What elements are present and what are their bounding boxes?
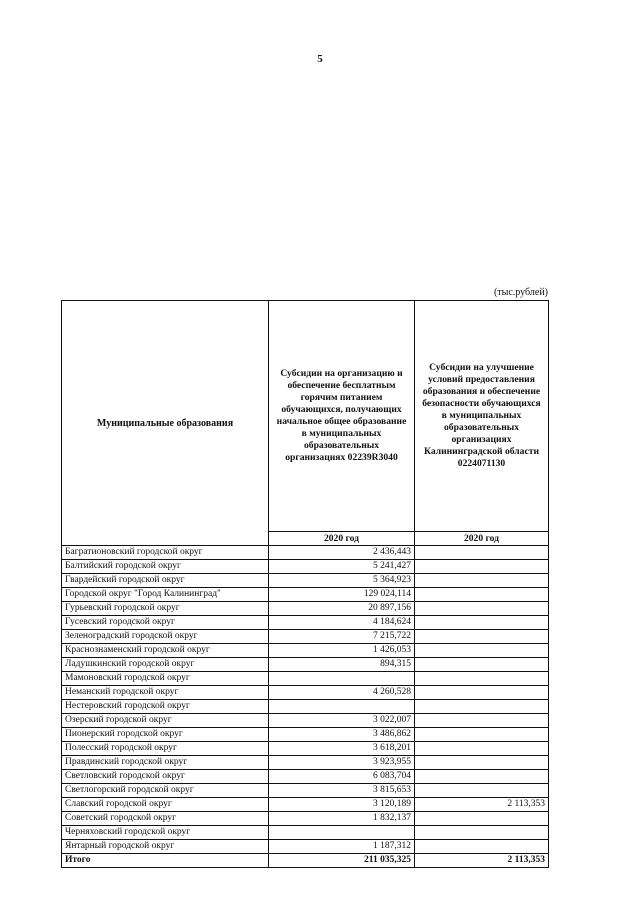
page-number: 5 (317, 53, 323, 65)
value-safety (415, 742, 549, 756)
value-meals: 1 426,053 (269, 644, 415, 658)
value-safety (415, 840, 549, 854)
table-row (62, 546, 549, 560)
municipality-name: Зеленоградский городской округ (62, 630, 269, 644)
value-meals (269, 672, 415, 686)
table-body (62, 546, 549, 854)
header-year-2: 2020 год (415, 532, 549, 546)
total-value-2: 2 113,353 (415, 854, 549, 868)
header-subsidy-safety: Субсидии на улучшение условий предоставления образования и обеспечение безопасности обучающихся в муниципальных образовательных организациях Калининградской области 0224071130 (415, 301, 549, 532)
value-safety (415, 588, 549, 602)
value-safety (415, 728, 549, 742)
value-safety (415, 546, 549, 560)
value-meals: 2 436,443 (269, 546, 415, 560)
table-row (62, 658, 549, 672)
table-row (62, 672, 549, 686)
table-row (62, 616, 549, 630)
value-meals: 3 815,653 (269, 784, 415, 798)
table-row (62, 630, 549, 644)
table-row (62, 784, 549, 798)
table-row (62, 714, 549, 728)
value-safety (415, 644, 549, 658)
municipality-name: Ладушкинский городской округ (62, 658, 269, 672)
municipality-name: Полесский городской округ (62, 742, 269, 756)
table-row (62, 742, 549, 756)
table-row (62, 826, 549, 840)
table-row (62, 812, 549, 826)
value-meals: 894,315 (269, 658, 415, 672)
table-row (62, 574, 549, 588)
table-row (62, 700, 549, 714)
value-meals: 4 184,624 (269, 616, 415, 630)
header-municipalities: Муниципальные образования (62, 301, 269, 546)
municipality-name: Черняховский городской округ (62, 826, 269, 840)
table-row (62, 644, 549, 658)
table-row (62, 588, 549, 602)
value-safety (415, 630, 549, 644)
table-row (62, 798, 549, 812)
municipality-name: Гурьевский городской округ (62, 602, 269, 616)
value-safety (415, 560, 549, 574)
table-row (62, 728, 549, 742)
value-safety: 2 113,353 (415, 798, 549, 812)
value-meals: 3 618,201 (269, 742, 415, 756)
value-safety (415, 672, 549, 686)
table-row (62, 770, 549, 784)
total-label: Итого (62, 854, 269, 868)
municipality-name: Городской округ "Город Калининград" (62, 588, 269, 602)
table-row (62, 686, 549, 700)
total-row (62, 854, 549, 868)
value-meals: 3 486,862 (269, 728, 415, 742)
municipality-name: Правдинский городской округ (62, 756, 269, 770)
value-meals: 5 241,427 (269, 560, 415, 574)
value-meals: 3 022,007 (269, 714, 415, 728)
municipality-name: Балтийский городской округ (62, 560, 269, 574)
municipality-name: Светловский городской округ (62, 770, 269, 784)
value-safety (415, 686, 549, 700)
value-meals: 6 083,704 (269, 770, 415, 784)
municipality-name: Гусевский городской округ (62, 616, 269, 630)
municipality-name: Янтарный городской округ (62, 840, 269, 854)
value-meals (269, 826, 415, 840)
value-meals: 3 120,189 (269, 798, 415, 812)
value-safety (415, 770, 549, 784)
table-row (62, 756, 549, 770)
municipality-name: Озерский городской округ (62, 714, 269, 728)
value-meals: 3 923,955 (269, 756, 415, 770)
value-safety (415, 714, 549, 728)
total-value-1: 211 035,325 (269, 854, 415, 868)
table-row (62, 560, 549, 574)
municipality-name: Советский городской округ (62, 812, 269, 826)
value-safety (415, 826, 549, 840)
value-meals: 20 897,156 (269, 602, 415, 616)
municipality-name: Гвардейский городской округ (62, 574, 269, 588)
header-year-1: 2020 год (269, 532, 415, 546)
header-subsidy-meals: Субсидии на организацию и обеспечение бесплатным горячим питанием обучающихся, получающих начальное общее образование в муниципальных образовательных организациях 02239R3040 (269, 301, 415, 532)
value-safety (415, 602, 549, 616)
value-safety (415, 658, 549, 672)
municipality-name: Мамоновский городской округ (62, 672, 269, 686)
municipality-name: Неманский городской округ (62, 686, 269, 700)
value-meals: 1 187,312 (269, 840, 415, 854)
value-meals: 129 024,114 (269, 588, 415, 602)
value-meals: 1 832,137 (269, 812, 415, 826)
value-meals: 5 364,923 (269, 574, 415, 588)
municipality-name: Пионерский городской округ (62, 728, 269, 742)
units-label: (тыс.рублей) (493, 287, 548, 298)
value-safety (415, 616, 549, 630)
municipality-name: Светлогорский городской округ (62, 784, 269, 798)
value-meals: 4 260,528 (269, 686, 415, 700)
table-row (62, 602, 549, 616)
subsidy-table (61, 300, 549, 868)
value-meals (269, 700, 415, 714)
municipality-name: Краснознаменский городской округ (62, 644, 269, 658)
municipality-name: Нестеровский городской округ (62, 700, 269, 714)
value-safety (415, 812, 549, 826)
value-safety (415, 574, 549, 588)
value-safety (415, 756, 549, 770)
table-row (62, 840, 549, 854)
municipality-name: Славский городской округ (62, 798, 269, 812)
value-safety (415, 784, 549, 798)
value-meals: 7 215,722 (269, 630, 415, 644)
municipality-name: Багратионовский городской округ (62, 546, 269, 560)
value-safety (415, 700, 549, 714)
